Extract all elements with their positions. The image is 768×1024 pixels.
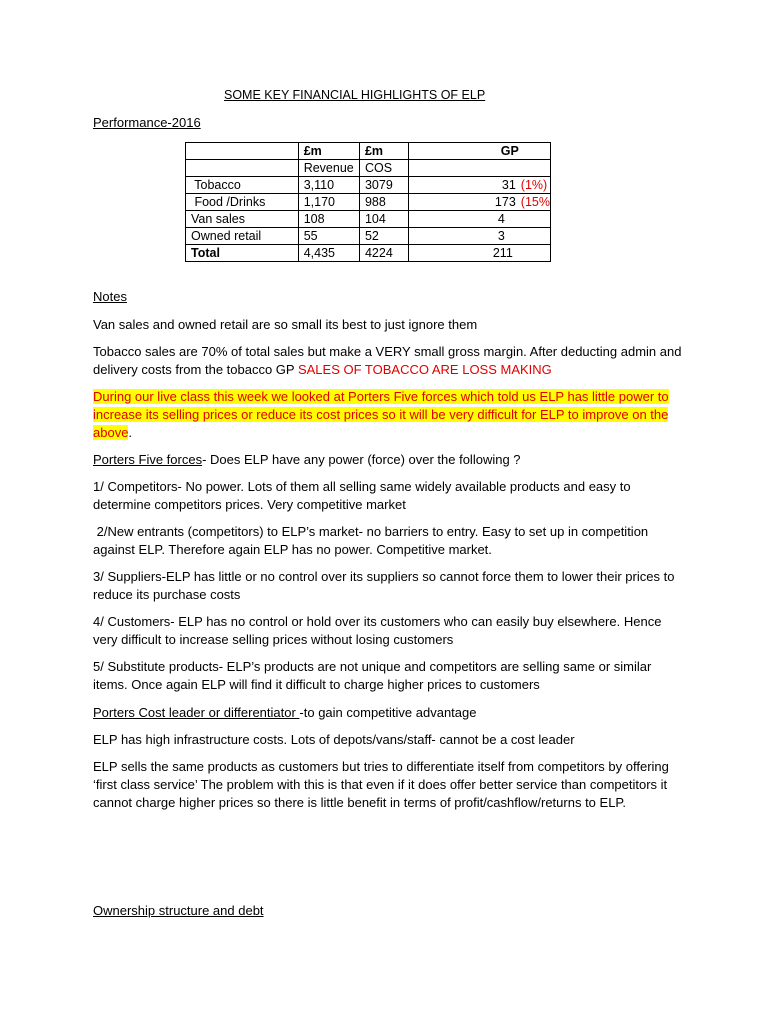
table-header-row bbox=[186, 143, 551, 160]
gp-cell bbox=[408, 194, 550, 211]
force-paragraph: 3/ Suppliers-ELP has little or no control over its suppliers so cannot force them to lower their prices to reduce its purchase costs bbox=[93, 569, 675, 602]
table-cell bbox=[186, 160, 299, 177]
gp-cell bbox=[408, 177, 550, 194]
gp-margin-note: (15% bbox=[520, 194, 550, 209]
porters-heading-line bbox=[93, 451, 683, 469]
ownership-heading: Ownership structure and debt bbox=[93, 903, 264, 918]
force-paragraph: 2/New entrants (competitors) to ELP’s market- no barriers to entry. Easy to set up in competition against ELP. Therefore again ELP has no power. Competitive market. bbox=[93, 524, 652, 557]
cost-heading: Porters Cost leader or differentiator bbox=[93, 705, 300, 720]
gp-value: 4 bbox=[497, 211, 505, 226]
table-header-cell: £m bbox=[298, 143, 359, 160]
gp-cell bbox=[408, 211, 550, 228]
force-paragraph: 4/ Customers- ELP has no control or hold over its customers who can easily buy elsewhere. Hence very difficult to increase selling prices without losing customers bbox=[93, 614, 662, 647]
cost-heading-line bbox=[93, 704, 683, 722]
gp-margin-note: (1%) bbox=[520, 177, 548, 192]
table-cell bbox=[408, 160, 550, 177]
note-text: . bbox=[128, 425, 133, 440]
cos-cell: 3079 bbox=[359, 177, 408, 194]
porters-heading: Porters Five forces bbox=[93, 452, 203, 467]
table-header-cell: £m bbox=[359, 143, 408, 160]
table-header-cell: Revenue bbox=[298, 160, 359, 177]
table-row bbox=[186, 177, 551, 194]
porters-question: - Does ELP have any power (force) over the following ? bbox=[202, 452, 521, 467]
note-paragraph bbox=[93, 343, 683, 379]
table-row bbox=[186, 194, 551, 211]
note-paragraph: Van sales and owned retail are so small its best to just ignore them bbox=[93, 317, 478, 332]
performance-heading: Performance-2016 bbox=[93, 115, 201, 130]
note-text: Tobacco sales are 70% of total sales but make a VERY small gross margin. After deducting admin and delivery costs from the tobacco GP bbox=[93, 344, 682, 377]
row-label: Van sales bbox=[186, 211, 299, 228]
gp-cell bbox=[408, 245, 550, 262]
table-row bbox=[186, 211, 551, 228]
notes-heading: Notes bbox=[93, 289, 127, 304]
gp-cell bbox=[408, 228, 550, 245]
revenue-cell: 108 bbox=[298, 211, 359, 228]
row-label: Owned retail bbox=[186, 228, 299, 245]
gp-header: GP bbox=[500, 143, 519, 158]
gp-value: 31 bbox=[501, 177, 516, 192]
cos-cell: 988 bbox=[359, 194, 408, 211]
cos-cell: 104 bbox=[359, 211, 408, 228]
cost-heading-rest: -to gain competitive advantage bbox=[299, 705, 477, 720]
document-title: SOME KEY FINANCIAL HIGHLIGHTS OF ELP bbox=[224, 88, 486, 102]
table-header-cell: COS bbox=[359, 160, 408, 177]
table-header-cell bbox=[408, 143, 550, 160]
highlighted-paragraph bbox=[93, 388, 683, 442]
cos-total: 4224 bbox=[359, 245, 408, 262]
gp-total: 211 bbox=[492, 245, 513, 260]
cos-cell: 52 bbox=[359, 228, 408, 245]
highlighted-text: During our live class this week we looked at Porters Five forces which told us ELP has little power to increase its selling prices or reduce its cost prices so it will be very difficult for ELP to improve on the above bbox=[93, 389, 669, 440]
cost-paragraph: ELP has high infrastructure costs. Lots of depots/vans/staff- cannot be a cost leader bbox=[93, 732, 575, 747]
row-label: Tobacco bbox=[186, 177, 299, 194]
gp-value: 173 bbox=[494, 194, 516, 209]
cost-paragraph: ELP sells the same products as customers but tries to differentiate itself from competitors by offering ‘first class service’ The problem with this is that even if it does offer better service than competitors it cannot charge higher prices so there is little benefit in terms of profit/cashflow/returns to ELP. bbox=[93, 759, 669, 810]
revenue-total: 4,435 bbox=[298, 245, 359, 262]
revenue-cell: 55 bbox=[298, 228, 359, 245]
gp-value: 3 bbox=[497, 228, 505, 243]
table-header-row bbox=[186, 160, 551, 177]
table-total-row bbox=[186, 245, 551, 262]
financial-table bbox=[185, 142, 551, 262]
revenue-cell: 3,110 bbox=[298, 177, 359, 194]
loss-making-warning: SALES OF TOBACCO ARE LOSS MAKING bbox=[297, 362, 552, 377]
force-paragraph: 1/ Competitors- No power. Lots of them all selling same widely available products and easy to determine competitors prices. Very competitive market bbox=[93, 479, 631, 512]
total-label: Total bbox=[186, 245, 299, 262]
row-label: Food /Drinks bbox=[186, 194, 299, 211]
force-paragraph: 5/ Substitute products- ELP’s products are not unique and competitors are selling same or similar items. Once again ELP will find it difficult to charge higher prices to customers bbox=[93, 659, 652, 692]
table-row bbox=[186, 228, 551, 245]
revenue-cell: 1,170 bbox=[298, 194, 359, 211]
table-cell bbox=[186, 143, 299, 160]
